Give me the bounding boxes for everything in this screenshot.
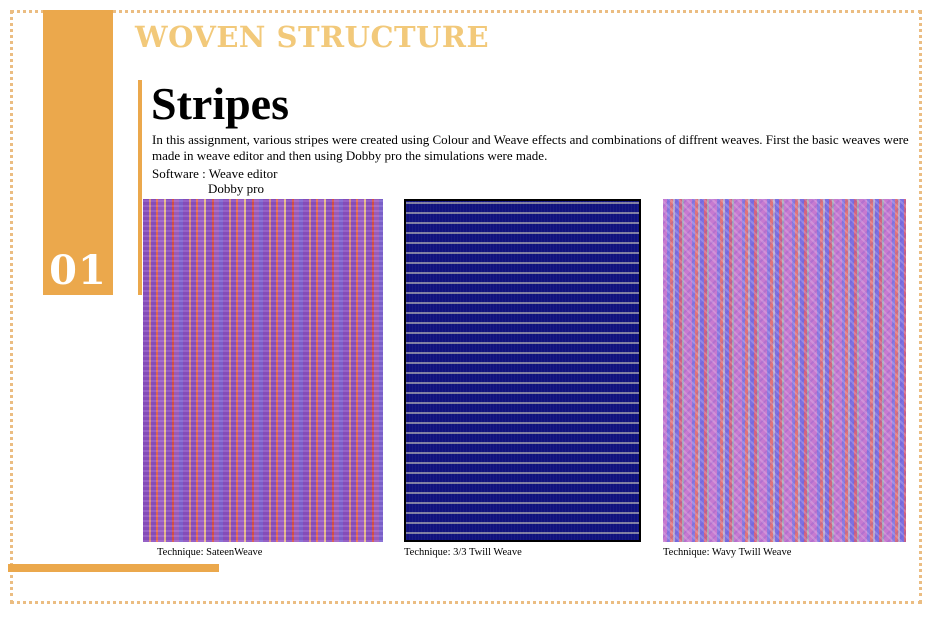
fabric-sample-wavy-twill [663,199,906,542]
software-line-1: Software : Weave editor [152,166,278,181]
page-heading: Stripes [151,78,289,129]
sample-caption: Technique: Wavy Twill Weave [663,547,792,558]
sample-caption: Technique: 3/3 Twill Weave [404,547,522,558]
bottom-accent-bar [8,564,219,572]
software-line-2: Dobby pro [208,181,264,196]
heading-accent-line [138,80,142,295]
section-number: 01 [49,247,107,294]
sample-caption: Technique: SateenWeave [157,547,263,558]
fabric-sample-sateen [143,199,383,542]
description-text: In this assignment, various stripes were created using Colour and Weave effects and combinations of diffrent weaves. First the basic weaves were made in weave editor and then using Dobby pro the simulations were made. [152,132,909,163]
section-title: WOVEN STRUCTURE [135,20,490,54]
fabric-sample-twill [404,199,641,542]
